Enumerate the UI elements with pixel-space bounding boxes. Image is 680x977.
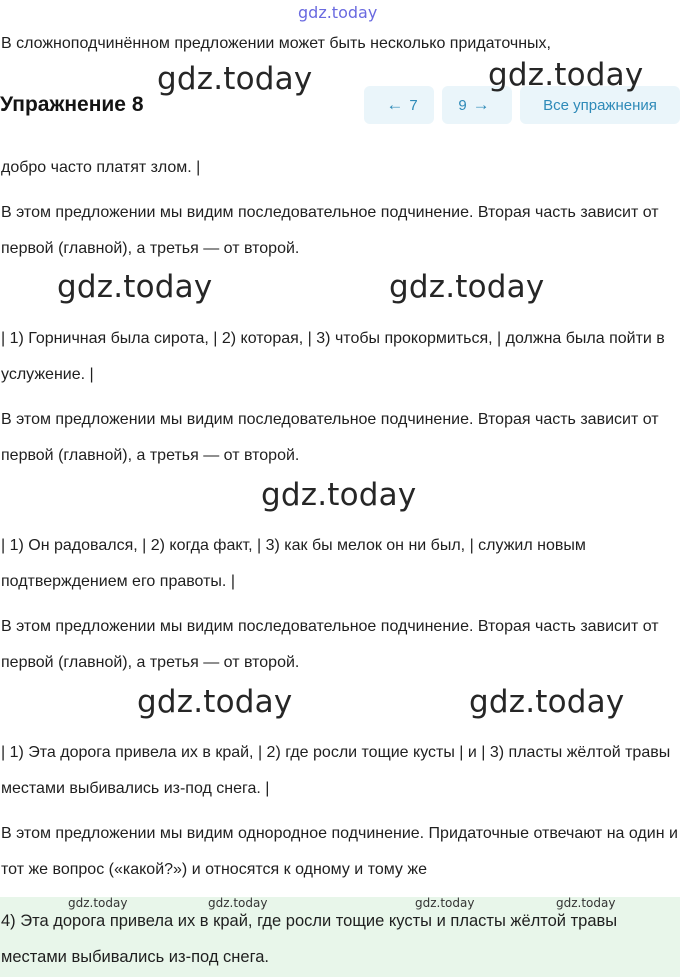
watermark: gdz.today xyxy=(137,684,293,720)
prev-exercise-label: 7 xyxy=(409,96,418,114)
explanation-text: В этом предложении мы видим последовательное подчинение. Вторая часть зависит от первой (главной), а третья — от второй. xyxy=(1,204,659,257)
explanation-text: В этом предложении мы видим последовательное подчинение. Вторая часть зависит от первой (главной), а третья — от второй. xyxy=(1,411,659,464)
watermark: gdz.today xyxy=(389,269,545,305)
sentence-text: добро часто платят злом. | xyxy=(1,159,201,176)
watermark: gdz.today xyxy=(57,269,213,305)
page-title: Упражнение 8 xyxy=(0,93,144,116)
watermark-small: gdz.today xyxy=(556,896,616,910)
intro-text: В сложноподчинённом предложении может быть несколько придаточных, xyxy=(1,35,551,52)
watermark: gdz.today xyxy=(469,684,625,720)
watermark: gdz.today xyxy=(261,477,417,513)
answer-text: 4) Эта дорога привела их в край, где росли тощие кусты и пласты жёлтой травы местами выбивались из-под снега. xyxy=(1,912,618,966)
watermark-small: gdz.today xyxy=(415,896,475,910)
watermark-small: gdz.today xyxy=(208,896,268,910)
sentence-text: | 1) Он радовался, | 2) когда факт, | 3) как бы мелок он ни был, | служил новым подтверждением его правоты. | xyxy=(1,537,586,590)
watermark-small: gdz.today xyxy=(68,896,128,910)
watermark-top: gdz.today xyxy=(298,3,378,22)
watermark: gdz.today xyxy=(157,61,313,97)
prev-exercise-button[interactable] xyxy=(364,86,434,124)
watermark: gdz.today xyxy=(488,57,644,93)
next-exercise-label: 9 xyxy=(458,96,467,114)
sentence-text: | 1) Эта дорога привела их в край, | 2) где росли тощие кусты | и | 3) пласты жёлтой травы местами выбивались из-под снега. | xyxy=(1,744,671,797)
all-exercises-label: Все упражнения xyxy=(543,96,657,114)
sentence-text: | 1) Горничная была сирота, | 2) которая, | 3) чтобы прокормиться, | должна была пойти в услужение. | xyxy=(1,330,665,383)
arrow-left-icon: ← xyxy=(386,95,404,114)
explanation-text: В этом предложении мы видим последовательное подчинение. Вторая часть зависит от первой (главной), а третья — от второй. xyxy=(1,618,659,671)
explanation-text: В этом предложении мы видим однородное подчинение. Придаточные отвечают на один и тот же вопрос («какой?») и относятся к одному и тому же xyxy=(1,825,678,878)
arrow-right-icon: → xyxy=(472,95,490,114)
